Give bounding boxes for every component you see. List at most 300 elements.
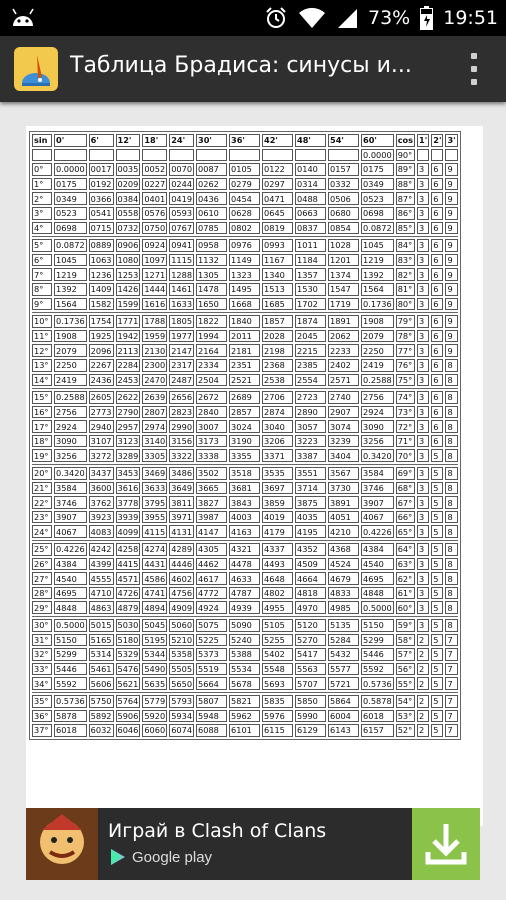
table-cell: 3: [417, 359, 429, 372]
table-cell: 0732: [117, 222, 139, 233]
table-cell: 6: [431, 406, 443, 419]
table-cell: 7: [445, 663, 457, 676]
table-cell: 4478: [229, 558, 260, 571]
table-cell: 0610: [196, 207, 227, 220]
table-cell: 1616: [144, 298, 166, 309]
ad-banner[interactable]: [26, 808, 480, 880]
table-cell: 3: [417, 587, 429, 600]
table-cell: 5577: [328, 663, 359, 676]
table-cell: 5678: [229, 677, 260, 690]
table-cell: 8: [445, 374, 457, 387]
table-cell: 0122: [262, 163, 293, 176]
table-cell: 0419: [171, 193, 193, 204]
table-cell: 26°: [32, 558, 52, 571]
table-cell: 4772: [196, 587, 227, 600]
table-cell: 4067: [54, 525, 87, 538]
header-cell: cos: [397, 135, 414, 146]
table-cell: 0.2588: [363, 374, 392, 385]
download-icon: [412, 808, 480, 880]
table-cell: 9: [445, 268, 457, 281]
table-cell: 3206: [262, 435, 293, 448]
table-cell: 5432: [328, 648, 359, 661]
table-cell: 3955: [144, 512, 166, 523]
table-cell: 5045: [144, 620, 166, 631]
table-row: [32, 663, 458, 676]
table-cell: 52°: [396, 724, 415, 737]
table-cell: 1547: [328, 283, 359, 296]
table-cell: 1305: [196, 268, 227, 281]
table-cell: 0279: [229, 178, 260, 191]
table-cell: 6: [431, 222, 443, 235]
table-cell: 2924: [54, 420, 87, 433]
table-cell: 5892: [90, 710, 112, 721]
table-cell: 5: [431, 634, 443, 647]
table-cell: 2: [417, 710, 429, 723]
table-row: [32, 695, 458, 708]
table-cell: 2538: [262, 374, 293, 387]
table-cell: 7: [445, 724, 457, 737]
table-cell: 6101: [229, 724, 260, 737]
table-cell: 4179: [262, 525, 293, 538]
table-cell: 57°: [396, 648, 415, 661]
table-cell: 0262: [196, 178, 227, 191]
table-cell: 6115: [262, 724, 293, 737]
table-cell: 3: [417, 330, 429, 343]
table-cell: 4555: [90, 573, 112, 584]
table-cell: 11°: [32, 330, 52, 343]
table-cell: 3223: [295, 435, 326, 448]
table-cell: 6: [431, 207, 443, 220]
table-row: [32, 449, 458, 462]
group-separator: [32, 540, 458, 541]
table-cell: 3289: [117, 450, 139, 461]
table-cell: 5: [431, 648, 443, 661]
table-cell: 5962: [229, 710, 260, 723]
table-cell: 1080: [117, 255, 139, 266]
table-cell: 5284: [328, 634, 359, 647]
table-cell: 0593: [171, 208, 193, 219]
table-cell: 6: [431, 359, 443, 372]
header-cell: 48': [295, 134, 326, 147]
table-cell: 1392: [54, 283, 87, 296]
table-cell: 4664: [295, 572, 326, 585]
table-cell: 2233: [328, 344, 359, 357]
table-cell: 4509: [295, 558, 326, 571]
table-cell: 5: [431, 572, 443, 585]
table-cell: 8: [445, 467, 457, 480]
table-cell: 3535: [262, 467, 293, 480]
table-cell: 5476: [117, 664, 139, 675]
table-cell: 6: [431, 239, 443, 252]
table-cell: 4289: [171, 544, 193, 555]
table-cell: 6: [431, 420, 443, 433]
table-cell: 5329: [117, 649, 139, 660]
table-cell: 6074: [171, 725, 193, 736]
table-cell: 60°: [396, 601, 415, 614]
table-cell: 6: [431, 268, 443, 281]
table-cell: 1719: [328, 298, 359, 311]
table-cell: 68°: [396, 482, 415, 495]
table-cell: 3923: [90, 512, 112, 523]
table-row: [32, 710, 458, 723]
play-store-icon: [110, 848, 126, 866]
table-cell: [169, 149, 194, 162]
table-cell: 0698: [361, 207, 394, 220]
table-cell: 2045: [295, 330, 326, 343]
table-cell: 3: [417, 543, 429, 556]
table-cell: 3140: [144, 436, 166, 447]
table-cell: 5299: [54, 648, 87, 661]
table-cell: 3: [417, 601, 429, 614]
header-cell: 0': [54, 134, 87, 147]
table-row: [32, 207, 458, 220]
table-cell: 1132: [196, 254, 227, 267]
table-cell: 2571: [328, 374, 359, 387]
table-cell: 2874: [262, 406, 293, 419]
table-row: [32, 724, 458, 737]
table-cell: 1668: [229, 298, 260, 311]
table-row: [32, 268, 458, 281]
table-cell: 4833: [328, 587, 359, 600]
table-cell: 5373: [196, 648, 227, 661]
table-cell: 4710: [90, 588, 112, 599]
table-cell: 4003: [229, 511, 260, 524]
table-cell: 0157: [328, 163, 359, 176]
table-cell: 2113: [117, 345, 139, 356]
table-row: [32, 374, 458, 387]
table-cell: 5878: [54, 710, 87, 723]
table-cell: 6046: [117, 725, 139, 736]
table-cell: 88°: [396, 178, 415, 191]
table-cell: 2974: [144, 421, 166, 432]
table-cell: 2773: [90, 406, 112, 417]
table-cell: 6: [431, 178, 443, 191]
table-cell: 2436: [90, 374, 112, 385]
table-cell: 3811: [171, 497, 193, 508]
ad-title[interactable]: Играй в Clash of Clans: [108, 820, 327, 842]
table-cell: 0924: [144, 240, 166, 251]
table-cell: 5: [431, 587, 443, 600]
header-cell: 6': [89, 134, 114, 147]
table-cell: 4446: [171, 558, 193, 569]
table-cell: 1908: [361, 315, 394, 328]
table-cell: 9: [445, 315, 457, 328]
table-cell: 5358: [171, 649, 193, 660]
table-row: [32, 192, 458, 205]
group-separator: [32, 236, 458, 237]
table-cell: 4099: [117, 526, 139, 537]
table-cell: 1685: [262, 298, 293, 311]
table-cell: 0.5000: [363, 602, 392, 613]
table-row: [32, 391, 458, 404]
table-cell: 4067: [361, 511, 394, 524]
separator-line: [32, 540, 458, 541]
table-cell: 3107: [90, 436, 112, 447]
table-cell: 5180: [117, 634, 139, 645]
table-cell: 0035: [117, 164, 139, 175]
table-cell: 2823: [171, 406, 193, 417]
table-cell: 70°: [396, 449, 415, 462]
table-cell: 0175: [361, 163, 394, 176]
table-cell: 6088: [196, 724, 227, 737]
table-cell: 5621: [117, 678, 139, 689]
table-cell: 4431: [144, 558, 166, 569]
table-cell: 1891: [328, 315, 359, 328]
table-cell: 55°: [396, 677, 415, 690]
table-row: [32, 359, 458, 372]
table-cell: 4679: [328, 572, 359, 585]
table-cell: 8: [445, 525, 457, 538]
table-cell: 13°: [32, 359, 52, 372]
header-cell: 1': [419, 135, 428, 146]
table-cell: 4°: [32, 222, 52, 235]
table-cell: 5446: [54, 663, 87, 676]
table-row: [32, 222, 458, 235]
group-separator: [32, 312, 458, 313]
table-cell: 7: [445, 634, 457, 647]
table-cell: 0663: [295, 207, 326, 220]
table-cell: 2622: [117, 392, 139, 403]
table-cell: 4726: [117, 588, 139, 599]
table-cell: 4571: [117, 573, 139, 584]
table-cell: 5461: [90, 664, 112, 675]
table-cell: 3: [417, 619, 429, 632]
table-cell: 5°: [32, 239, 52, 252]
status-bar: [0, 0, 506, 36]
table-cell: 9: [445, 298, 457, 311]
table-cell: 23°: [32, 511, 52, 524]
table-cell: 4802: [262, 587, 293, 600]
table-cell: 74°: [396, 391, 415, 404]
clock: 19:51: [443, 7, 498, 29]
table-cell: 3987: [196, 511, 227, 524]
table-cell: 3907: [361, 496, 394, 509]
header-cell: 60': [361, 134, 394, 147]
table-cell: 4035: [295, 511, 326, 524]
table-row: [32, 406, 458, 419]
table-cell: 0175: [54, 178, 87, 191]
table-cell: 3584: [361, 467, 394, 480]
table-cell: 5764: [117, 696, 139, 707]
table-cell: 1754: [90, 316, 112, 327]
table-cell: 2284: [117, 360, 139, 371]
table-cell: 1977: [171, 331, 193, 342]
table-cell: 6: [431, 283, 443, 296]
table-cell: 1530: [295, 283, 326, 296]
table-cell: 5240: [229, 634, 260, 647]
bradis-table-sheet: [26, 126, 483, 826]
table-cell: 1702: [295, 298, 326, 311]
table-cell: 2198: [262, 344, 293, 357]
table-cell: 65°: [396, 525, 415, 538]
table-cell: 3746: [361, 482, 394, 495]
table-cell: 2639: [144, 392, 166, 403]
table-cell: 2706: [262, 391, 293, 404]
table-cell: 3633: [144, 482, 166, 493]
table-row: [32, 239, 458, 252]
table-cell: 6: [431, 192, 443, 205]
table-cell: 1184: [295, 254, 326, 267]
table-cell: 5850: [295, 695, 326, 708]
table-cell: 0227: [144, 179, 166, 190]
table-cell: 3040: [262, 420, 293, 433]
table-cell: 89°: [396, 163, 415, 176]
table-cell: 4195: [295, 525, 326, 538]
table-cell: 9: [445, 163, 457, 176]
table-cell: 8: [445, 587, 457, 600]
table-cell: 3090: [361, 420, 394, 433]
table-row: [32, 572, 458, 585]
table-cell: 80°: [396, 298, 415, 311]
table-cell: 2521: [229, 374, 260, 387]
table-cell: 0680: [328, 207, 359, 220]
table-cell: 4894: [144, 602, 166, 613]
table-cell: 61°: [396, 587, 415, 600]
table-cell: 2147: [171, 345, 193, 356]
table-cell: 3907: [54, 511, 87, 524]
table-cell: 7: [445, 695, 457, 708]
table-cell: 4493: [262, 558, 293, 571]
table-cell: 5388: [229, 648, 260, 661]
table-cell: 2807: [144, 406, 166, 417]
table-cell: 3502: [196, 467, 227, 480]
table-cell: 8: [445, 482, 457, 495]
table-cell: 8: [445, 511, 457, 524]
header-cell: 30': [196, 134, 227, 147]
table-cell: 5030: [117, 620, 139, 631]
table-cell: 2723: [295, 391, 326, 404]
table-cell: 0.0000: [56, 164, 85, 175]
table-cell: 2: [417, 648, 429, 661]
table-cell: 79°: [396, 315, 415, 328]
table-cell: 3: [417, 315, 429, 328]
table-cell: 75°: [396, 374, 415, 387]
group-separator: [32, 388, 458, 389]
table-row: [32, 344, 458, 357]
table-cell: 5721: [328, 677, 359, 690]
table-cell: 5934: [171, 710, 193, 721]
table-cell: 5225: [196, 634, 227, 647]
table-cell: 2419: [361, 359, 394, 372]
table-cell: 2840: [196, 406, 227, 419]
android-icon: [10, 6, 36, 30]
table-cell: 9: [445, 178, 457, 191]
table-cell: 2028: [262, 330, 293, 343]
table-cell: 1908: [54, 330, 87, 343]
table-cell: 6032: [90, 725, 112, 736]
table-cell: 32°: [32, 648, 52, 661]
table-cell: 2: [417, 634, 429, 647]
table-cell: 2890: [295, 406, 326, 419]
table-cell: 4818: [295, 587, 326, 600]
table-cell: 5: [431, 449, 443, 462]
table-cell: 1478: [196, 283, 227, 296]
app-icon[interactable]: [14, 47, 58, 91]
separator-line: [32, 464, 458, 465]
table-cell: 4415: [117, 558, 139, 569]
table-cell: 4274: [144, 544, 166, 555]
table-cell: 3762: [90, 497, 112, 508]
table-cell: 2215: [295, 344, 326, 357]
table-cell: 3: [417, 239, 429, 252]
table-cell: 3272: [90, 450, 112, 461]
table-cell: 5417: [295, 648, 326, 661]
table-cell: 0.4226: [56, 544, 85, 555]
table-cell: 6: [431, 315, 443, 328]
table-cell: 4924: [196, 601, 227, 614]
table-cell: 4258: [117, 544, 139, 555]
table-cell: 5210: [171, 634, 193, 645]
table-cell: 3551: [295, 467, 326, 480]
table-cell: 0.5736: [56, 696, 85, 707]
table-cell: 2334: [196, 359, 227, 372]
table-cell: 2487: [171, 374, 193, 385]
table-cell: 5446: [361, 648, 394, 661]
table-cell: [32, 149, 52, 162]
table-cell: 5519: [196, 663, 227, 676]
table-cell: 1201: [328, 254, 359, 267]
table-cell: 2453: [117, 374, 139, 385]
table-row: [32, 558, 458, 571]
table-cell: 9: [445, 254, 457, 267]
table-cell: 77°: [396, 344, 415, 357]
table-cell: 0906: [117, 240, 139, 251]
table-cell: 29°: [32, 601, 52, 614]
table-cell: 8: [445, 619, 457, 632]
table-cell: 0.1736: [363, 298, 392, 309]
table-cell: 6: [431, 344, 443, 357]
table-cell: 2672: [196, 391, 227, 404]
table-cell: 3: [417, 558, 429, 571]
table-cell: 0.5000: [56, 620, 85, 631]
table-cell: 3: [417, 283, 429, 296]
group-separator: [32, 616, 458, 617]
table-cell: 5: [431, 724, 443, 737]
table-cell: 2689: [229, 391, 260, 404]
table-cell: 3843: [229, 496, 260, 509]
table-cell: 0.5736: [363, 678, 392, 689]
table-cell: 5505: [171, 664, 193, 675]
table-cell: 76°: [396, 359, 415, 372]
download-button[interactable]: [412, 808, 480, 880]
table-cell: 1599: [117, 298, 139, 309]
table-cell: 6: [431, 374, 443, 387]
table-cell: 5707: [295, 677, 326, 690]
table-cell: 15°: [32, 391, 52, 404]
battery-percent: 73%: [368, 7, 411, 29]
table-cell: 0.2588: [56, 392, 85, 403]
table-row: [32, 634, 458, 647]
table-cell: 1994: [196, 330, 227, 343]
table-cell: 2924: [361, 406, 394, 419]
table-cell: 5314: [90, 649, 112, 660]
table-cell: 4695: [361, 572, 394, 585]
table-cell: 1942: [117, 331, 139, 342]
table-cell: 3: [417, 496, 429, 509]
table-cell: 1271: [144, 269, 166, 280]
table-cell: 21°: [32, 482, 52, 495]
table-cell: 3746: [54, 496, 87, 509]
table-cell: 34°: [32, 677, 52, 690]
table-cell: 1582: [90, 298, 112, 309]
table-cell: 3024: [229, 420, 260, 433]
google-play-badge[interactable]: [110, 848, 212, 866]
table-cell: 5635: [144, 678, 166, 689]
overflow-menu-icon[interactable]: [470, 53, 478, 85]
table-cell: [328, 149, 359, 162]
table-cell: 2402: [328, 359, 359, 372]
table-cell: 3: [417, 192, 429, 205]
